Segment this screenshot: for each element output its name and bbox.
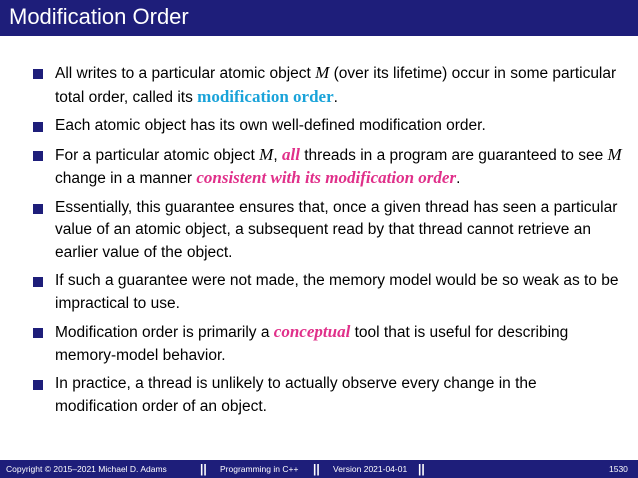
square-bullet-icon (33, 380, 43, 390)
bullet-item-4 (33, 197, 623, 265)
footer-separator: || (313, 462, 320, 476)
footer-bar (0, 460, 638, 478)
bullet-item-6 (33, 321, 623, 367)
footer-version: Version 2021-04-01 (333, 464, 408, 474)
bullet-item-5 (33, 270, 623, 315)
bullet-text: . (333, 88, 338, 106)
square-bullet-icon (33, 204, 43, 214)
bullet-item-1 (33, 62, 623, 109)
math-var: M (607, 144, 622, 164)
bullet-item-3 (33, 144, 623, 191)
footer-copyright: Copyright © 2015–2021 Michael D. Adams (6, 464, 167, 474)
bullet-text: . (456, 170, 461, 187)
bullet-text: In practice, a thread is unlikely to actually observe every change in the modification order of an object. (55, 375, 537, 415)
bullet-text: Essentially, this guarantee ensures that, once a given thread has seen a particular value of an atomic object, a subsequent read by that thread cannot retrieve an earlier value of the object. (55, 198, 618, 261)
keyword-highlight: modification order (197, 86, 334, 106)
bullet-text: If such a guarantee were not made, the memory model would be so weak as to be impractical to use. (55, 272, 619, 312)
math-var: M (315, 63, 330, 82)
bullet-text: All writes to a particular atomic object (55, 65, 316, 82)
bullet-text: tool that is useful for describing memory-model behavior. (55, 324, 569, 364)
square-bullet-icon (33, 277, 43, 287)
footer-separator: || (200, 462, 207, 476)
bullet-item-7 (33, 373, 623, 418)
keyword-highlight: all (281, 144, 300, 164)
bullet-item-2 (33, 115, 623, 138)
keyword-highlight: conceptual (273, 322, 351, 341)
bullet-list (33, 62, 623, 418)
bullet-text: Each atomic object has its own well-defined modification order. (55, 117, 486, 134)
bullet-text: threads in a program are guaranteed to see (299, 146, 608, 164)
keyword-highlight: consistent with its modification order (196, 168, 457, 187)
bullet-text: Modification order is primarily a (55, 324, 274, 341)
footer-separator: || (418, 462, 425, 476)
slide-title: Modification Order (9, 4, 189, 29)
square-bullet-icon (33, 69, 43, 79)
bullet-text: For a particular atomic object (55, 146, 260, 164)
square-bullet-icon (33, 122, 43, 132)
square-bullet-icon (33, 328, 43, 338)
bullet-text: (over its lifetime) occur in some particular total order, called its (55, 65, 617, 106)
bullet-text: change in a manner (55, 170, 197, 187)
title-bar (0, 0, 638, 36)
footer-course: Programming in C++ (220, 464, 299, 474)
math-var: M (259, 144, 274, 164)
footer-page-number: 1530 (609, 464, 628, 474)
bullet-text: , (273, 146, 282, 164)
square-bullet-icon (33, 151, 43, 161)
